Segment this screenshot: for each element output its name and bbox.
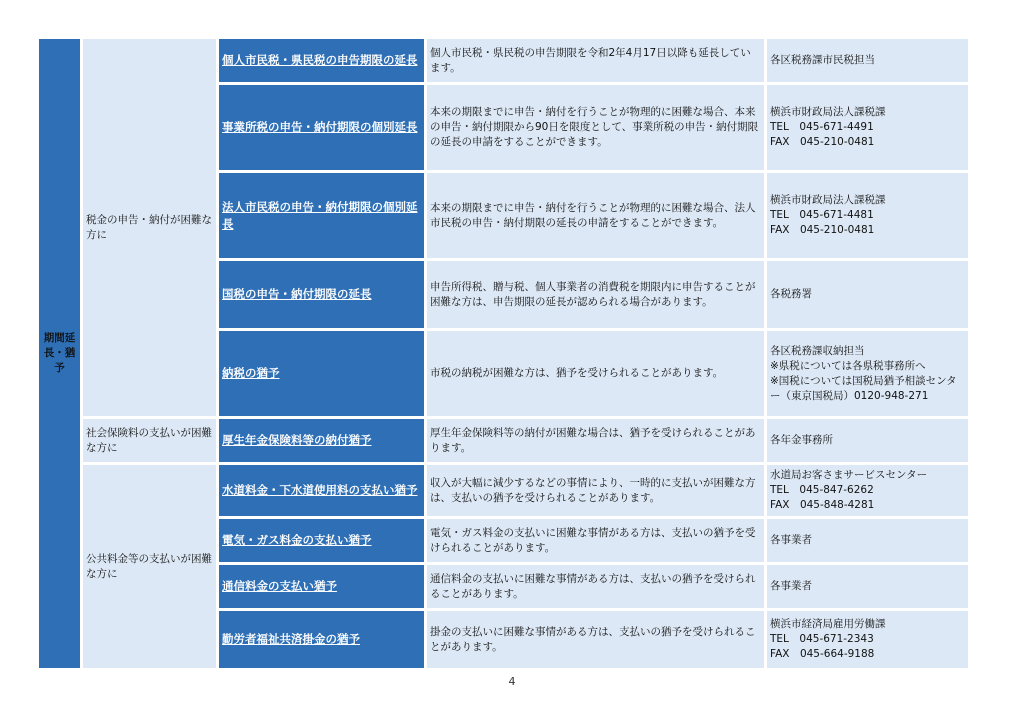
description-cell: 厚生年金保険料等の納付が困難な場合は、猶予を受けられることがあります。 <box>426 418 766 464</box>
subcategory-label: 公共料金等の支払いが困難な方に <box>86 552 212 580</box>
contact-line: 水道局お客さまサービスセンター <box>770 469 928 481</box>
title-cell <box>218 564 426 610</box>
title-cell <box>218 518 426 564</box>
subcategory-insurance <box>82 418 218 464</box>
link-telecom-fee-grace[interactable]: 通信料金の支払い猶予 <box>222 579 337 593</box>
description-cell: 本来の期限までに申告・納付を行うことが物理的に困難な場合、法人市民税の申告・納付期限の延長の申請をすることができます。 <box>426 172 766 260</box>
contact-cell <box>766 610 970 670</box>
contact-line: 各区税務課収納担当 <box>770 344 865 357</box>
subcategory-tax <box>82 38 218 418</box>
title-cell <box>218 610 426 670</box>
contact-tel: TEL 045-671-2343 <box>770 633 874 645</box>
subcategory-label: 税金の申告・納付が困難な方に <box>86 213 212 241</box>
contact-cell <box>766 330 970 418</box>
contact-line: 各区税務課市民税担当 <box>770 54 875 66</box>
link-corporate-tax-extension[interactable]: 法人市民税の申告・納付期限の個別延長 <box>222 199 418 231</box>
subcategory-label: 社会保険料の支払いが困難な方に <box>86 426 212 454</box>
description-cell: 通信料金の支払いに困難な事情がある方は、支払いの猶予を受けられることがあります。 <box>426 564 766 610</box>
contact-fax: FAX 045-210-0481 <box>770 224 875 236</box>
subcategory-utilities <box>82 464 218 670</box>
link-worker-welfare-grace[interactable]: 勤労者福祉共済掛金の猶予 <box>222 632 360 646</box>
contact-cell <box>766 518 970 564</box>
title-cell <box>218 260 426 330</box>
link-business-office-tax-extension[interactable]: 事業所税の申告・納付期限の個別延長 <box>222 120 418 134</box>
contact-cell <box>766 172 970 260</box>
support-table <box>36 36 971 671</box>
contact-cell <box>766 418 970 464</box>
contact-cell <box>766 84 970 172</box>
contact-fax: FAX 045-848-4281 <box>770 499 875 511</box>
contact-cell <box>766 38 970 84</box>
contact-tel: TEL 045-847-6262 <box>770 484 874 496</box>
contact-line: 横浜市経済局雇用労働課 <box>770 618 886 630</box>
contact-line: 各年金事務所 <box>770 434 833 446</box>
title-cell <box>218 464 426 518</box>
link-tax-payment-grace[interactable]: 納税の猶予 <box>222 366 280 380</box>
table-row <box>38 38 970 84</box>
description-cell: 本来の期限までに申告・納付を行うことが物理的に困難な場合、本来の申告・納付期限から90日を限度として、事業所税の申告・納付期限の延長の申請をすることができます。 <box>426 84 766 172</box>
description-cell: 電気・ガス料金の支払いに困難な事情がある方は、支払いの猶予を受けられることがあります。 <box>426 518 766 564</box>
contact-line: 横浜市財政局法人課税課 <box>770 194 886 206</box>
category-cell <box>38 38 82 670</box>
contact-cell <box>766 464 970 518</box>
link-water-fee-grace[interactable]: 水道料金・下水道使用料の支払い猶予 <box>222 483 418 497</box>
contact-cell <box>766 564 970 610</box>
contact-line: 各事業者 <box>770 534 812 546</box>
table-row <box>38 464 970 518</box>
title-cell <box>218 418 426 464</box>
contact-fax: FAX 045-210-0481 <box>770 136 875 148</box>
contact-tel: TEL 045-671-4481 <box>770 209 874 221</box>
description-cell: 収入が大幅に減少するなどの事情により、一時的に支払いが困難な方は、支払いの猶予を受けられることがあります。 <box>426 464 766 518</box>
description-cell: 申告所得税、贈与税、個人事業者の消費税を期限内に申告することが困難な方は、申告期限の延長が認められる場合があります。 <box>426 260 766 330</box>
category-label: 期間延長・猶予 <box>43 332 76 374</box>
title-cell <box>218 172 426 260</box>
link-resident-tax-extension[interactable]: 個人市民税・県民税の申告期限の延長 <box>222 53 418 67</box>
contact-line: 各税務署 <box>770 288 812 300</box>
contact-line: 横浜市財政局法人課税課 <box>770 106 886 118</box>
link-pension-insurance-grace[interactable]: 厚生年金保険料等の納付猶予 <box>222 433 372 447</box>
contact-note: ※県税については各県税事務所へ <box>770 359 926 372</box>
link-national-tax-extension[interactable]: 国税の申告・納付期限の延長 <box>222 287 372 301</box>
link-electricity-gas-grace[interactable]: 電気・ガス料金の支払い猶予 <box>222 533 372 547</box>
description-cell: 市税の納税が困難な方は、猶予を受けられることがあります。 <box>426 330 766 418</box>
page-number: 4 <box>508 675 516 688</box>
description-cell: 個人市民税・県民税の申告期限を令和2年4月17日以降も延長しています。 <box>426 38 766 84</box>
contact-line: 各事業者 <box>770 580 812 592</box>
title-cell <box>218 38 426 84</box>
contact-cell <box>766 260 970 330</box>
title-cell <box>218 84 426 172</box>
contact-fax: FAX 045-664-9188 <box>770 648 875 660</box>
table-row <box>38 418 970 464</box>
description-cell: 掛金の支払いに困難な事情がある方は、支払いの猶予を受けられることがあります。 <box>426 610 766 670</box>
contact-note: ※国税については国税局猶予相談センター（東京国税局）0120-948-271 <box>770 374 957 402</box>
title-cell <box>218 330 426 418</box>
contact-tel: TEL 045-671-4491 <box>770 121 874 133</box>
